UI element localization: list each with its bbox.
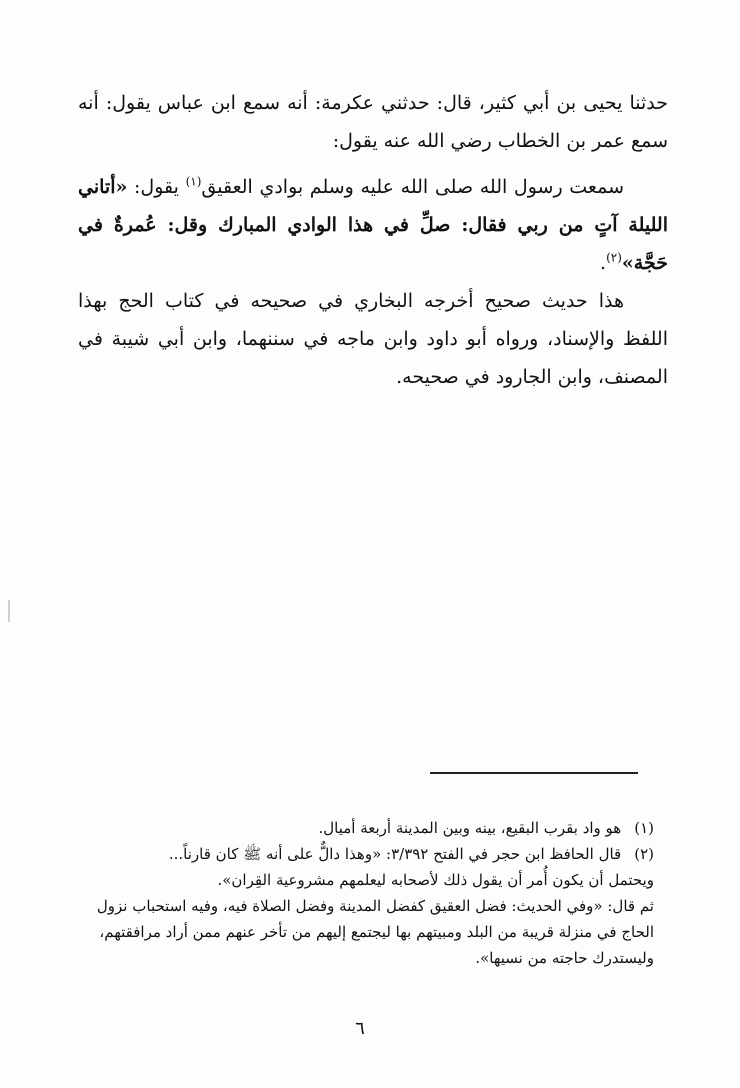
paragraph-takhrij [78, 282, 668, 396]
hadith-intro: سمعت رسول الله صلى الله عليه وسلم بوادي العقيق [201, 176, 625, 198]
footnote-2-number: (٢) [634, 845, 654, 863]
footnote-1-text: هو واد بقرب البقيع، بينه وبين المدينة أربعة أميال. [318, 819, 622, 837]
footnote-1 [74, 815, 654, 841]
footnote-2-line2: ويحتمل أن يكون أُمر أن يقول ذلك لأصحابه ليعلمهم مشروعية القِران». [217, 871, 654, 889]
paragraph-hadith-text [78, 168, 668, 282]
paragraph-hadith [78, 168, 668, 282]
footnote-2-text: قال الحافظ ابن حجر في الفتح ٣/٣٩٢: «وهذا دالٌّ على أنه ﷺ كان قارناً... [168, 845, 622, 863]
footnotes [74, 815, 654, 971]
hadith-end: . [600, 252, 607, 274]
footnote-ref-1[interactable]: (١) [185, 174, 202, 189]
footnote-divider [430, 772, 638, 774]
paragraph-isnad-text: حدثنا يحيى بن أبي كثير، قال: حدثني عكرمة: أنه سمع ابن عباس يقول: أنه سمع عمر بن الخطاب رضي الله عنه يقول: [78, 92, 668, 152]
paragraph-isnad [78, 84, 668, 160]
footnote-1-number: (١) [634, 819, 654, 837]
hadith-quote: «أتاني الليلة آتٍ من ربي فقال: صلِّ في هذا الوادي المبارك وقل: عُمرةٌ في حَجَّة» [78, 176, 668, 274]
footnote-2-line3: ثم قال: «وفي الحديث: فضل العقيق كفضل المدينة وفضل الصلاة فيه، وفيه استحباب نزول الحاج في منزلة قريبة من البلد ومبيتهم بها ليجتمع إليهم من تأخر عنهم ممن أراد مرافقتهم، وليستدرك حاجته من نسيها». [96, 897, 654, 967]
footnote-2 [74, 841, 654, 867]
footnote-ref-2[interactable]: (٢) [606, 250, 622, 265]
page-number: ٦ [355, 1018, 365, 1039]
scan-artifact [8, 600, 10, 622]
paragraph-takhrij-text: هذا حديث صحيح أخرجه البخاري في صحيحه في كتاب الحج بهذا اللفظ والإسناد، ورواه أبو داود وابن ماجه في سننهما، وابن أبي شيبة في المصنف، وابن الجارود في صحيحه. [78, 290, 668, 388]
hadith-says: يقول: [127, 176, 186, 198]
